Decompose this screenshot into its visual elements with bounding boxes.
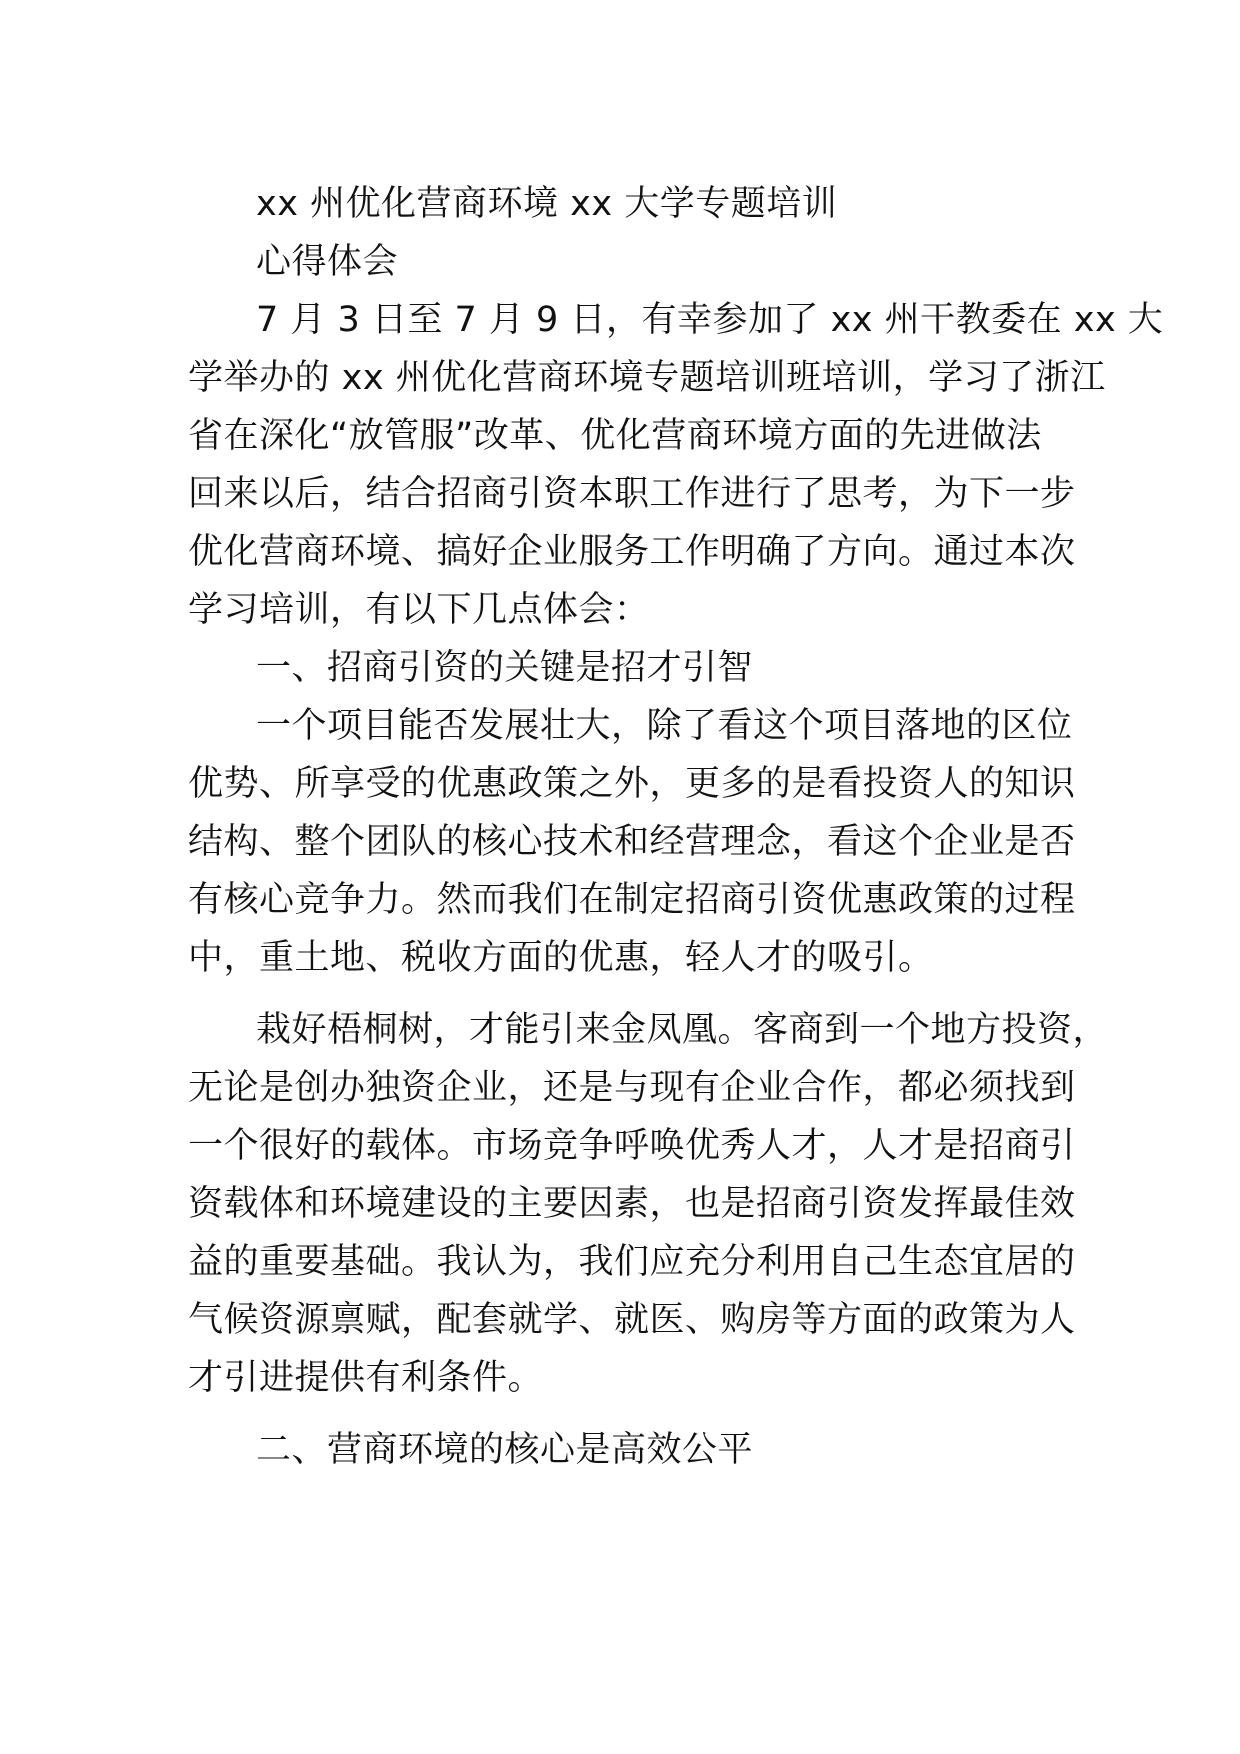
paragraph-3-line: 无论是创办独资企业，还是与现有企业合作，都必须找到 bbox=[188, 1068, 1076, 1108]
paragraph-3-line: 气候资源禀赋，配套就学、就医、购房等方面的政策为人 bbox=[188, 1300, 1076, 1340]
paragraph-3-line: 资载体和环境建设的主要因素，也是招商引资发挥最佳效 bbox=[188, 1184, 1076, 1224]
paragraph-3-line: 一个很好的载体。市场竞争呼唤优秀人才，人才是招商引 bbox=[188, 1126, 1076, 1166]
paragraph-2-line: 中，重土地、税收方面的优惠，轻人才的吸引。 bbox=[188, 938, 934, 978]
paragraph-3-line: 才引进提供有利条件。 bbox=[188, 1358, 544, 1398]
document-title-line-1: xx 州优化营商环境 xx 大学专题培训 bbox=[256, 184, 838, 224]
section-heading-1: 一、招商引资的关键是招才引智 bbox=[256, 648, 754, 688]
paragraph-2-line: 有核心竞争力。然而我们在制定招商引资优惠政策的过程 bbox=[188, 880, 1076, 920]
paragraph-2-line: 结构、整个团队的核心技术和经营理念，看这个企业是否 bbox=[188, 822, 1076, 862]
paragraph-1-line: 回来以后，结合招商引资本职工作进行了思考，为下一步 bbox=[188, 474, 1076, 514]
section-heading-2: 二、营商环境的核心是高效公平 bbox=[256, 1430, 754, 1470]
paragraph-1-line: 优化营商环境、搞好企业服务工作明确了方向。通过本次 bbox=[188, 532, 1076, 572]
paragraph-3-line: 益的重要基础。我认为，我们应充分利用自己生态宜居的 bbox=[188, 1242, 1076, 1282]
paragraph-2-line: 优势、所享受的优惠政策之外，更多的是看投资人的知识 bbox=[188, 764, 1076, 804]
paragraph-1-line: 省在深化“放管服”改革、优化营商环境方面的先进做法 bbox=[188, 416, 1042, 456]
paragraph-1-line: 学习培训，有以下几点体会： bbox=[188, 590, 650, 630]
paragraph-1-line: 学举办的 xx 州优化营商环境专题培训班培训，学习了浙江 bbox=[188, 358, 1106, 398]
paragraph-2-line: 一个项目能否发展壮大，除了看这个项目落地的区位 bbox=[256, 706, 1073, 746]
document-title-line-2: 心得体会 bbox=[256, 242, 399, 282]
paragraph-3-line: 栽好梧桐树，才能引来金凤凰。客商到一个地方投资， bbox=[256, 1010, 1109, 1050]
paragraph-1-line: 7 月 3 日至 7 月 9 日，有幸参加了 xx 州干教委在 xx 大 bbox=[256, 300, 1164, 340]
